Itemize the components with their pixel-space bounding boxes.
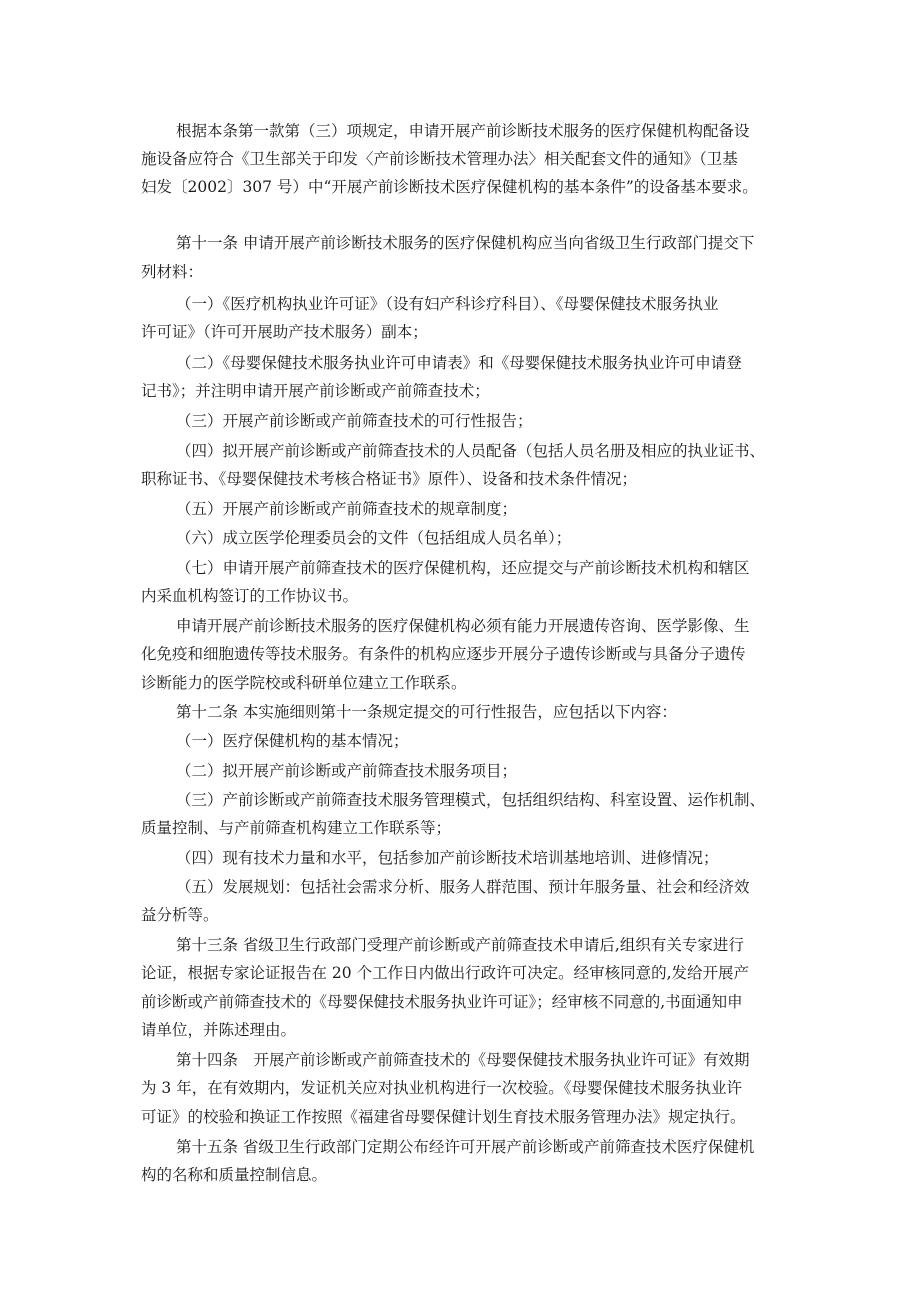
text-line: （四）拟开展产前诊断或产前筛查技术的人员配备（包括人员名册及相应的执业证书、 — [176, 442, 766, 460]
text-line: （三）开展产前诊断或产前筛查技术的可行性报告； — [176, 412, 533, 430]
text-line: 第十一条 申请开展产前诊断技术服务的医疗保健机构应当向省级卫生行政部门提交下 — [176, 234, 755, 252]
text-line: 申请开展产前诊断技术服务的医疗保健机构必须有能力开展遗传咨询、医学影像、生 — [176, 617, 750, 635]
text-line: （二）拟开展产前诊断或产前筛查技术服务项目； — [176, 762, 518, 780]
text-line: （四）现有技术力量和水平，包括参加产前诊断技术培训基地培训、进修情况； — [176, 849, 719, 867]
text-line: 根据本条第一款第（三）项规定，申请开展产前诊断技术服务的医疗保健机构配备设 — [176, 122, 750, 140]
text-line: （一）医疗保健机构的基本情况； — [176, 732, 409, 750]
text-line: 第十五条 省级卫生行政部门定期公布经许可开展产前诊断或产前筛查技术医疗保健机 — [176, 1138, 755, 1156]
text-line: 诊断能力的医学院校或科研单位建立工作联系。 — [141, 674, 467, 692]
text-line: 记书》；并注明申请开展产前诊断或产前筛查技术； — [141, 382, 490, 400]
text-line: （三）产前诊断或产前筛查技术服务管理模式，包括组织结构、科室设置、运作机制、 — [176, 791, 766, 809]
text-line: 第十二条 本实施细则第十一条规定提交的可行性报告，应包括以下内容： — [176, 703, 677, 721]
text-line: （一）《医疗机构执业许可证》（设有妇产科诊疗科目）、《母婴保健技术服务执业 — [176, 295, 719, 313]
text-line: 请单位，并陈述理由。 — [141, 1021, 297, 1039]
text-line: 职称证书、《母婴保健技术考核合格证书》原件）、设备和技术条件情况； — [141, 470, 638, 488]
text-line: 为 3 年，在有效期内，发证机关应对执业机构进行一次校验。《母婴保健技术服务执业许 — [141, 1079, 742, 1097]
text-line: 第十三条 省级卫生行政部门受理产前诊断或产前筛查技术申请后,组织有关专家进行 — [176, 936, 744, 954]
text-line: 构的名称和质量控制信息。 — [141, 1166, 328, 1184]
text-line: 论证，根据专家论证报告在 20 个工作日内做出行政许可决定。经审核同意的,发给开展产 — [141, 964, 750, 982]
text-line: 化免疫和细胞遗传等技术服务。有条件的机构应逐步开展分子遗传诊断或与具备分子遗传 — [141, 645, 746, 663]
text-line: 益分析等。 — [141, 906, 219, 924]
text-line: 许可证》（许可开展助产技术服务）副本； — [141, 323, 428, 341]
text-line: 列材料： — [141, 263, 204, 281]
text-line: 施设备应符合《卫生部关于印发〈产前诊断技术管理办法〉相关配套文件的通知》（卫基 — [141, 150, 738, 168]
text-line: （七）申请开展产前筛查技术的医疗保健机构，还应提交与产前诊断技术机构和辖区 — [176, 559, 750, 577]
text-line: 第十四条 开展产前诊断或产前筛查技术的《母婴保健技术服务执业许可证》有效期 — [176, 1051, 750, 1069]
text-line: （二）《母婴保健技术服务执业许可申请表》和《母婴保健技术服务执业许可申请登 — [176, 354, 742, 372]
text-line: （五）发展规划：包括社会需求分析、服务人群范围、预计年服务量、社会和经济效 — [176, 878, 750, 896]
text-line: 前诊断或产前筛查技术的《母婴保健技术服务执业许可证》；经审核不同意的,书面通知申 — [141, 993, 743, 1011]
text-line: （五）开展产前诊断或产前筛查技术的规章制度； — [176, 500, 518, 518]
text-line: 质量控制、与产前筛查机构建立工作联系等； — [141, 819, 452, 837]
text-line: （六）成立医学伦理委员会的文件（包括组成人员名单）； — [176, 529, 572, 547]
text-line: 妇发〔2002〕307 号）中“开展产前诊断技术医疗保健机构的基本条件”的设备基本要求。 — [141, 178, 758, 196]
text-line: 内采血机构签订的工作协议书。 — [141, 587, 359, 605]
text-line: 可证》的校验和换证工作按照《福建省母婴保健计划生育技术服务管理办法》规定执行。 — [141, 1108, 746, 1126]
